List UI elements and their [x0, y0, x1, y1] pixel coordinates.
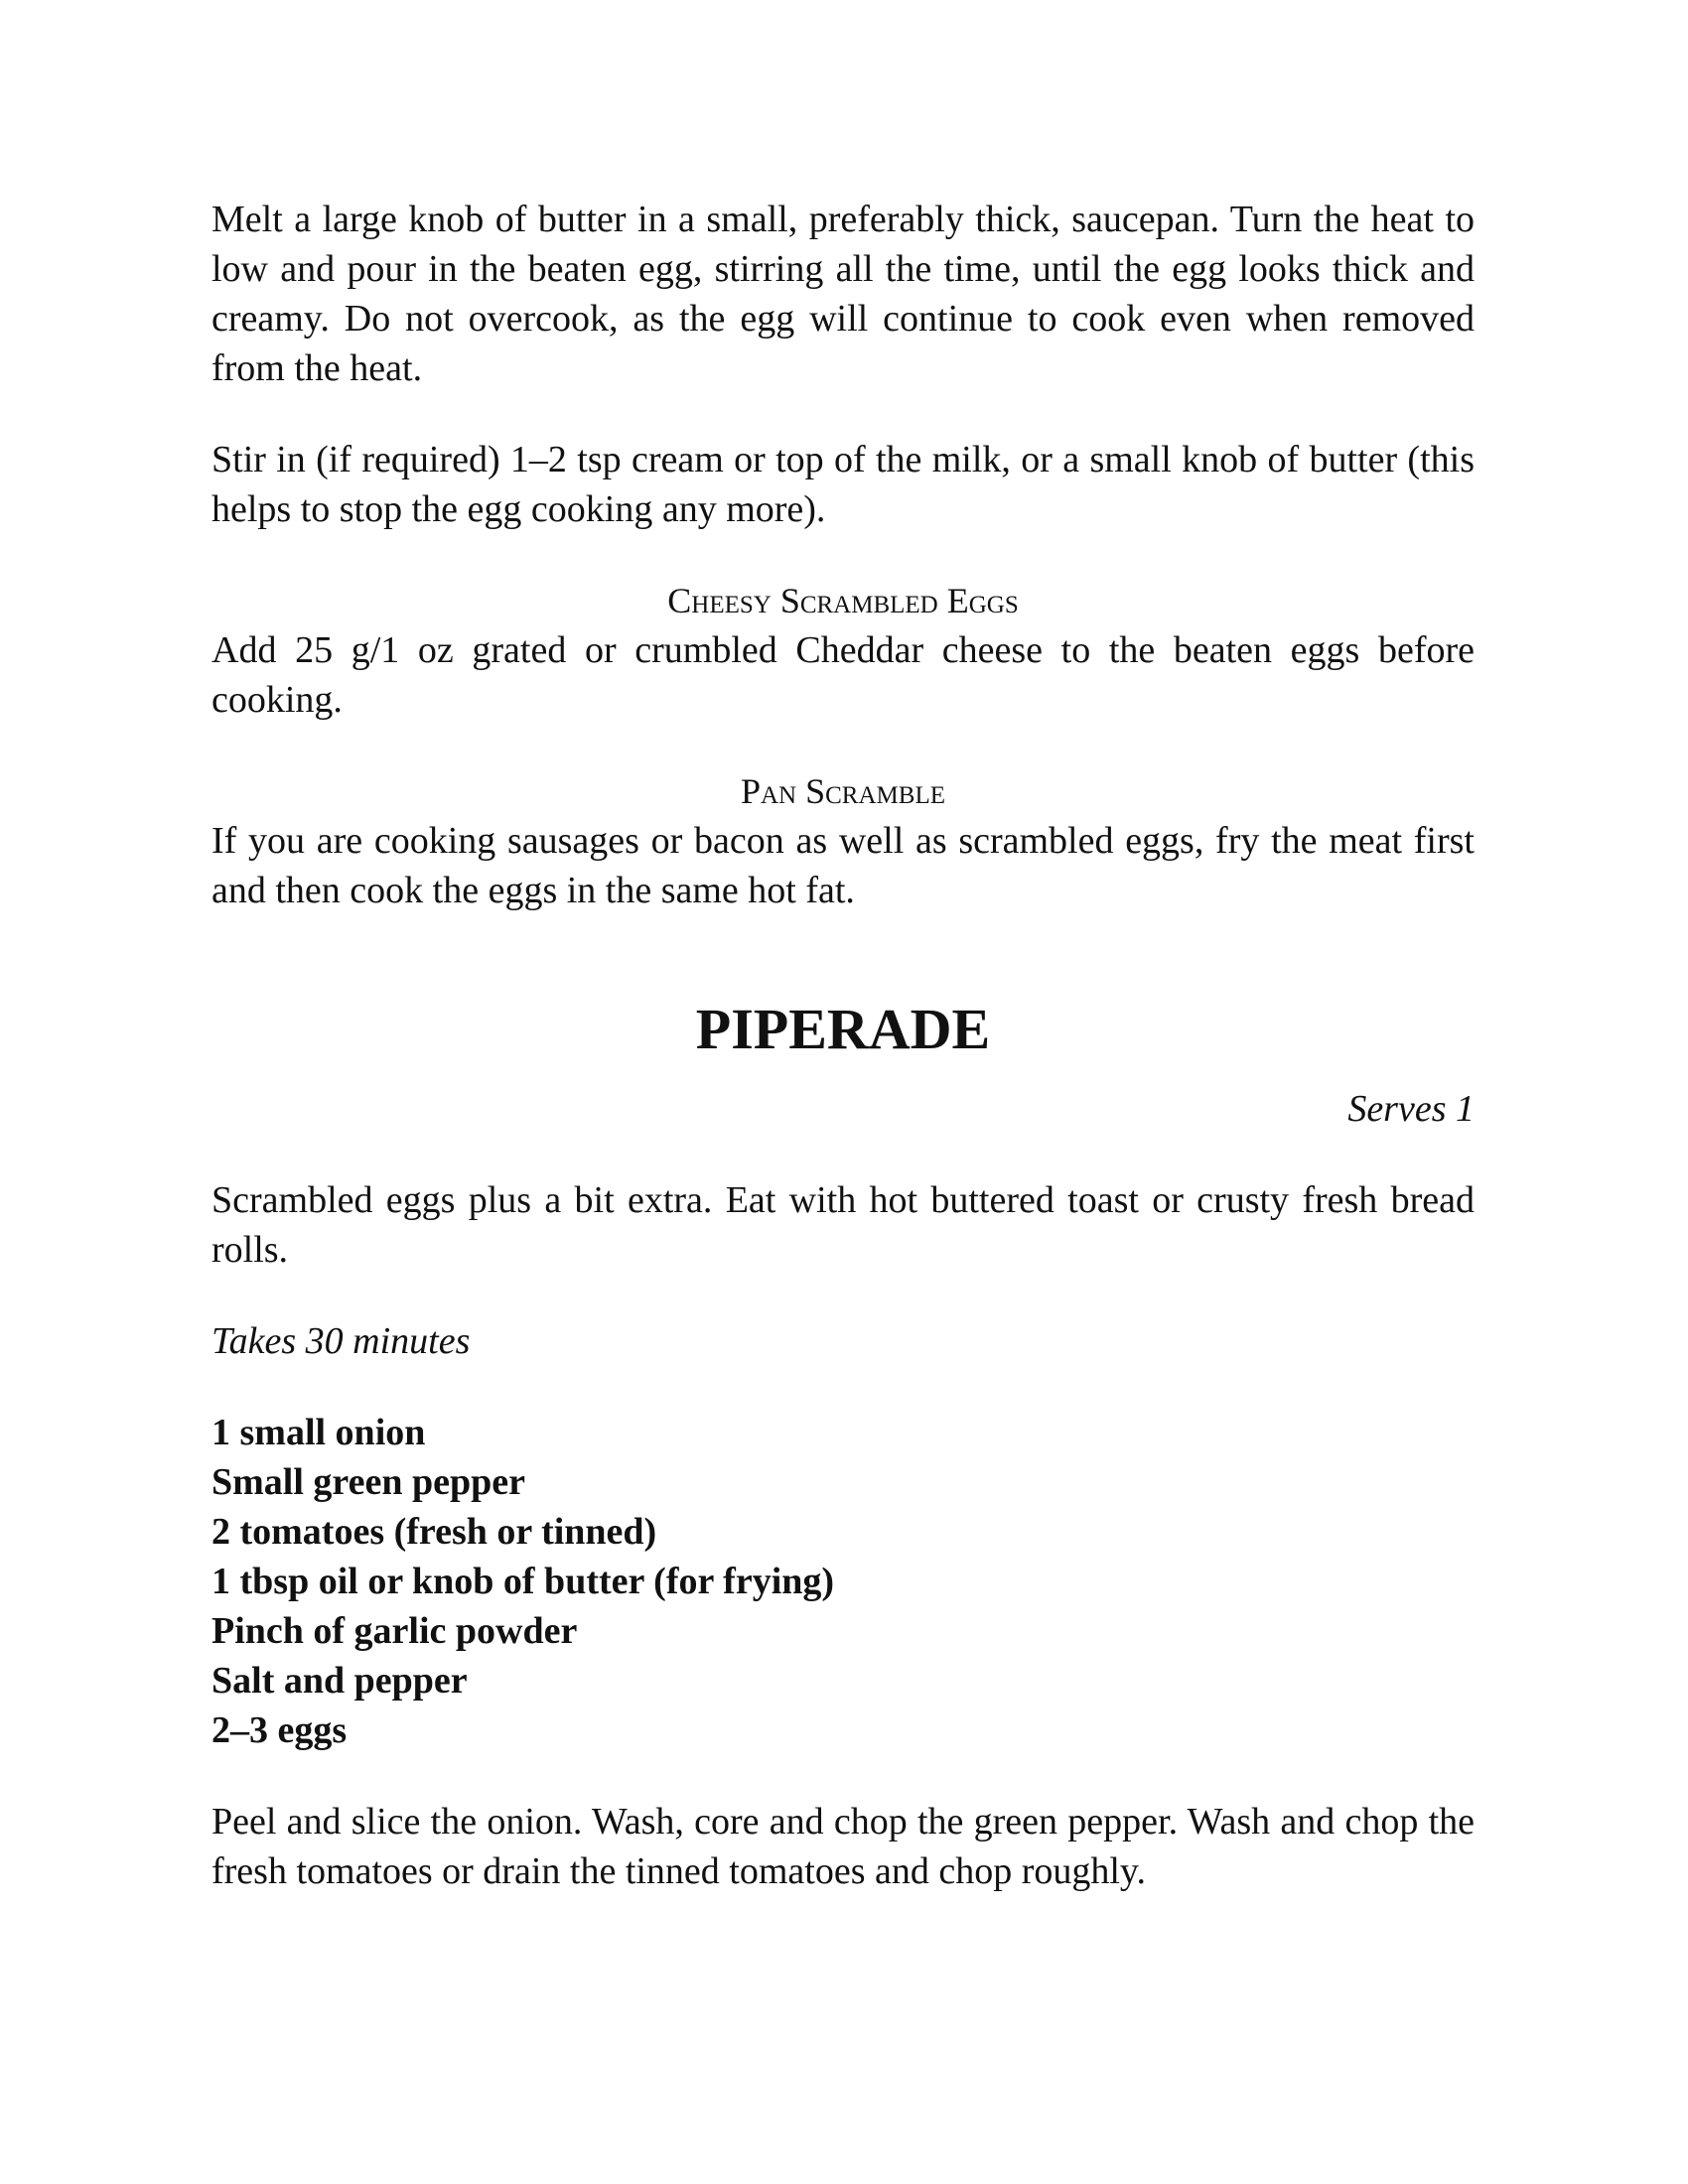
paragraph-cheese-variation: Add 25 g/1 oz grated or crumbled Cheddar cheese to the beaten eggs before cooking.	[211, 629, 1475, 721]
ingredient-item: 1 small onion	[211, 1412, 426, 1453]
subheading-cheesy-scrambled-eggs: Cheesy Scrambled Eggs	[667, 581, 1019, 620]
cooking-time: Takes 30 minutes	[211, 1320, 471, 1362]
ingredient-item: Salt and pepper	[211, 1660, 468, 1702]
paragraph-pan-scramble: If you are cooking sausages or bacon as well as scrambled eggs, fry the meat first and then cook the eggs in the same hot fat.	[211, 820, 1475, 911]
ingredient-item: Pinch of garlic powder	[211, 1610, 578, 1652]
ingredient-item: 2 tomatoes (fresh or tinned)	[211, 1511, 657, 1553]
recipe-intro: Scrambled eggs plus a bit extra. Eat with hot buttered toast or crusty fresh bread rolls.	[211, 1179, 1475, 1271]
paragraph-melt-butter: Melt a large knob of butter in a small, preferably thick, saucepan. Turn the heat to low and pour in the beaten egg, stirring all the time, until the egg looks thick and creamy. Do not overcook, as the egg will continue to cook even when removed from the heat.	[211, 199, 1475, 389]
paragraph-stir-cream: Stir in (if required) 1–2 tsp cream or top of the milk, or a small knob of butter (this helps to stop the egg cooking any more).	[211, 439, 1475, 530]
ingredient-item: 1 tbsp oil or knob of butter (for frying)	[211, 1561, 835, 1602]
ingredient-item: 2–3 eggs	[211, 1709, 348, 1751]
page-content	[211, 195, 1475, 1896]
method-step: Peel and slice the onion. Wash, core and chop the green pepper. Wash and chop the fresh tomatoes or drain the tinned tomatoes and chop roughly.	[211, 1801, 1475, 1892]
serves-count: Serves 1	[1347, 1088, 1475, 1130]
recipe-title: PIPERADE	[695, 997, 991, 1061]
ingredients-list	[211, 1408, 1475, 1755]
ingredient-item: Small green pepper	[211, 1461, 525, 1503]
subheading-pan-scramble: Pan Scramble	[740, 771, 945, 811]
